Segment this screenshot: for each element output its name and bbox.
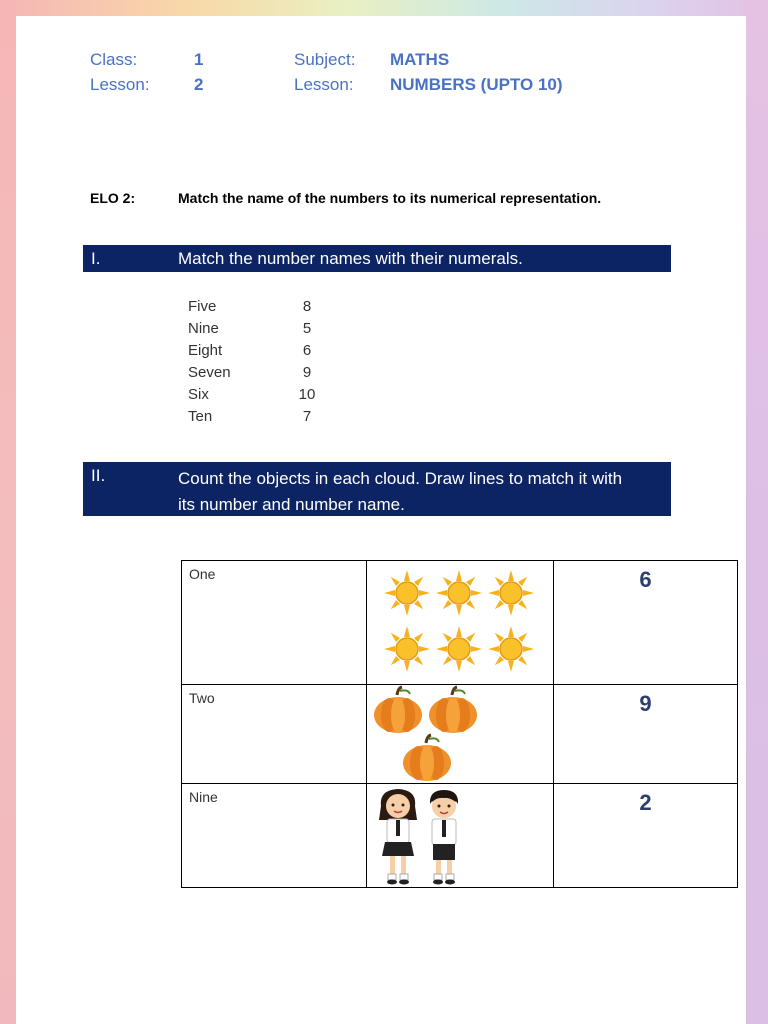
children-group	[367, 784, 553, 886]
number-name: Seven	[188, 364, 231, 381]
number-value: 6	[639, 567, 652, 592]
lesson-topic-label: Lesson:	[294, 75, 354, 94]
numeral: 5	[302, 320, 312, 337]
table-cell-number	[554, 561, 738, 685]
elo-label: ELO 2:	[90, 190, 136, 206]
subject-label: Subject:	[294, 50, 356, 69]
lesson-label: Lesson:	[90, 75, 150, 94]
sun-icon	[435, 625, 483, 673]
section-2-banner	[83, 462, 671, 516]
pumpkin-group	[367, 685, 553, 782]
table-cell-name	[182, 784, 367, 888]
number-value: 2	[639, 790, 652, 815]
page-border-right	[746, 0, 768, 1024]
pumpkin-icon	[401, 733, 453, 783]
section-1-banner	[83, 245, 671, 272]
table-cell-name	[182, 561, 367, 685]
page-border-left	[0, 0, 16, 1024]
numeral: 8	[302, 298, 312, 315]
class-value: 1	[194, 50, 204, 69]
table-row	[182, 685, 738, 784]
numeral: 9	[302, 364, 312, 381]
number-value: 9	[639, 691, 652, 716]
numeral: 7	[302, 408, 312, 425]
table-cell-picture	[367, 561, 554, 685]
section-1-title: Match the number names with their numerals.	[178, 249, 523, 268]
class-label: Class:	[90, 50, 138, 69]
sun-group	[367, 561, 553, 683]
number-name: Eight	[188, 342, 223, 359]
subject-value: MATHS	[390, 50, 450, 69]
number-name: Five	[188, 298, 217, 315]
number-name: Nine	[189, 789, 218, 805]
number-name: One	[189, 566, 216, 582]
table-row	[182, 561, 738, 685]
section-2-title-line-2: its number and number name.	[178, 495, 405, 514]
page-border-top	[0, 0, 768, 16]
table-cell-number	[554, 784, 738, 888]
number-name: Nine	[188, 320, 219, 337]
sun-icon	[435, 569, 483, 617]
number-name: Six	[188, 386, 209, 403]
pumpkin-icon	[372, 685, 424, 735]
table-cell-name	[182, 685, 367, 784]
number-name: Ten	[188, 408, 213, 425]
pumpkin-icon	[427, 685, 479, 735]
section-2-title-line-1: Count the objects in each cloud. Draw lines to match it with	[178, 469, 623, 488]
lesson-value: 2	[194, 75, 204, 94]
sun-icon	[487, 625, 535, 673]
numeral: 10	[298, 386, 316, 403]
child-icon	[419, 786, 469, 886]
numeral: 6	[302, 342, 312, 359]
section-1-numeral: I.	[91, 249, 101, 268]
sun-icon	[383, 569, 431, 617]
lesson-topic-value: NUMBERS (UPTO 10)	[390, 75, 563, 94]
number-name: Two	[189, 690, 215, 706]
table-cell-number	[554, 685, 738, 784]
elo-text: Match the name of the numbers to its numerical representation.	[178, 190, 602, 206]
table-cell-picture	[367, 685, 554, 784]
child-icon	[373, 786, 423, 886]
table-cell-picture	[367, 784, 554, 888]
sun-icon	[487, 569, 535, 617]
section-2-numeral: II.	[91, 466, 106, 485]
matching-table	[181, 560, 738, 888]
sun-icon	[383, 625, 431, 673]
table-row	[182, 784, 738, 888]
